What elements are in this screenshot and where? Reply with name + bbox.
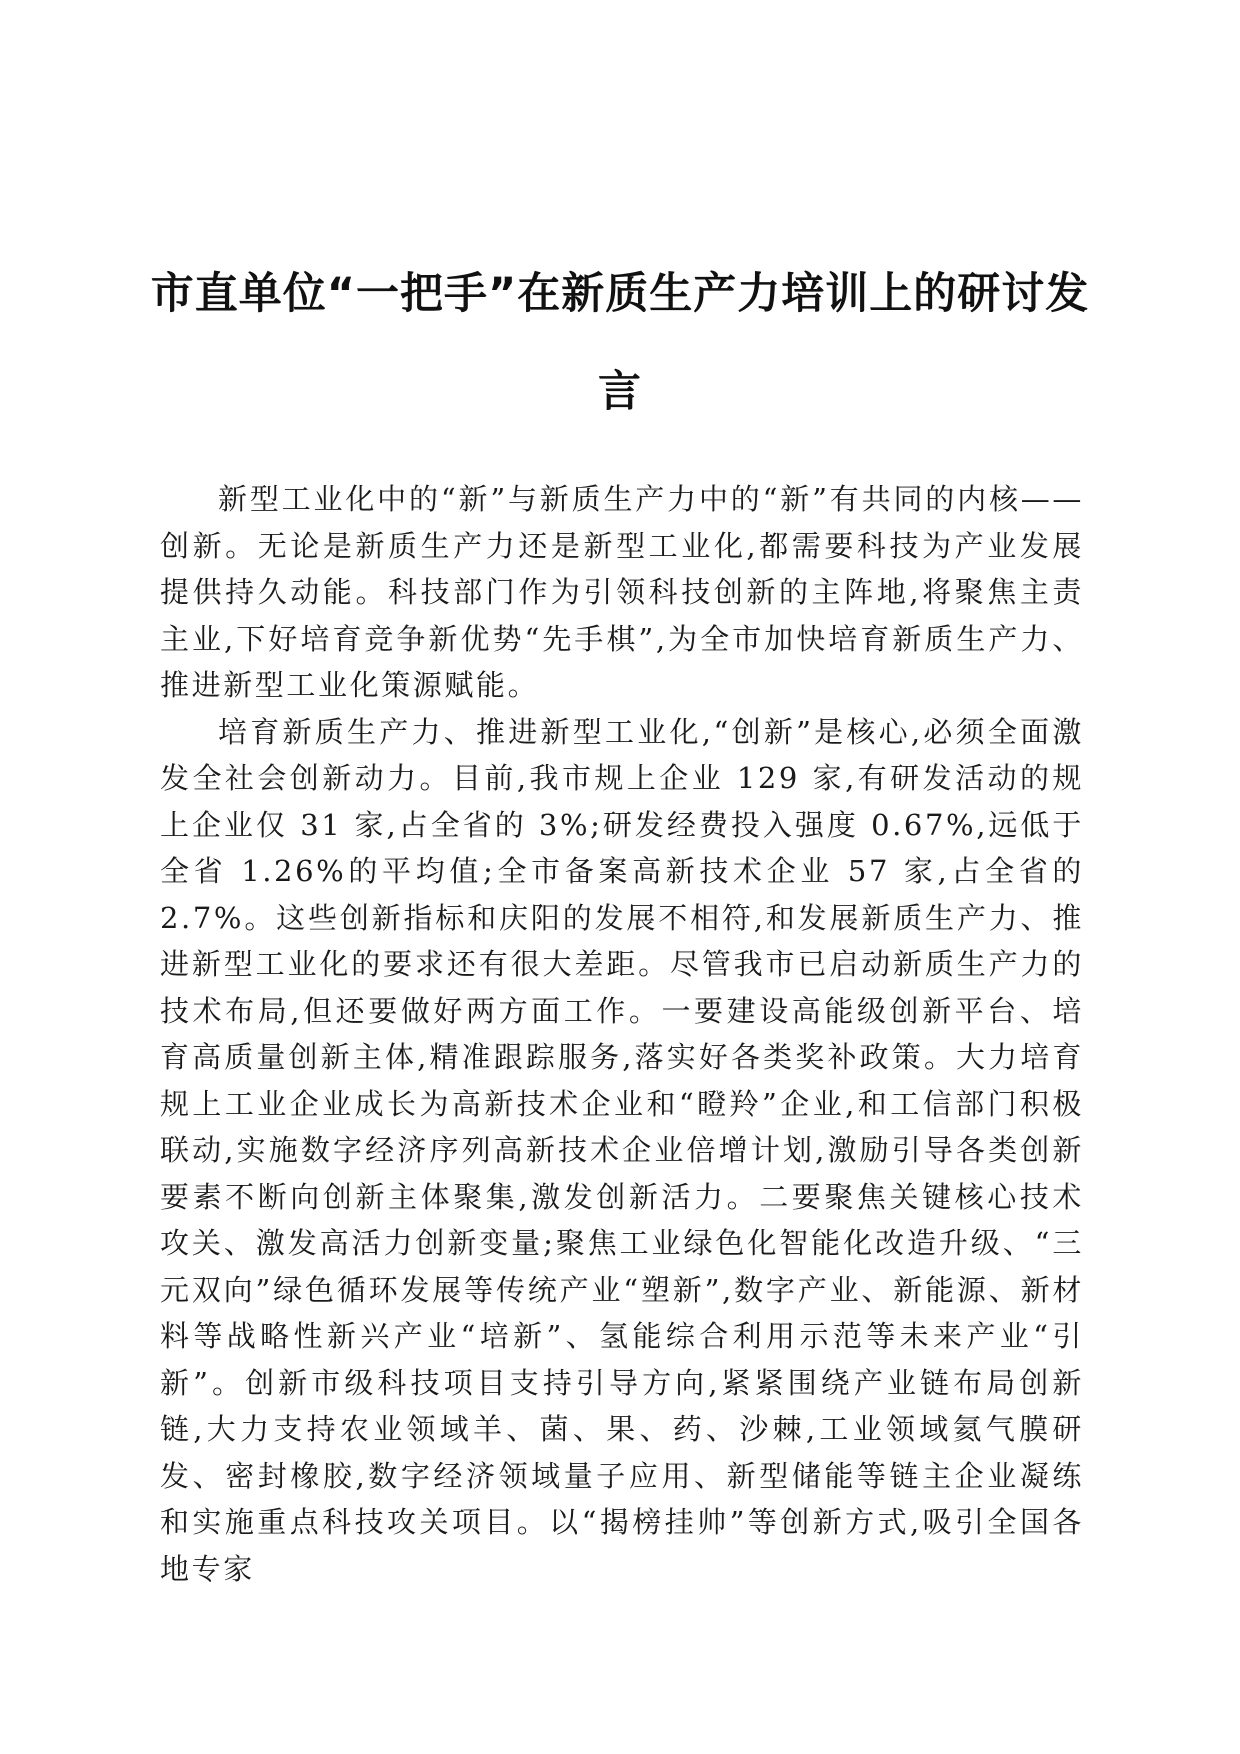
paragraph-2: 培育新质生产力、推进新型工业化,“创新”是核心,必须全面激发全社会创新动力。目前,我市规上企业 129 家,有研发活动的规上企业仅 31 家,占全省的 3%;研发经费投入强度 0.67%,远低于全省 1.26%的平均值;全市备案高新技术企业 57 家,占全省的 2.7%。这些创新指标和庆阳的发展不相符,和发展新质生产力、推进新型工业化的要求还有很大差距。尽管我市已启动新质生产力的技术布局,但还要做好两方面工作。一要建设高能级创新平台、培育高质量创新主体,精准跟踪服务,落实好各类奖补政策。大力培育规上工业企业成长为高新技术企业和“瞪羚”企业,和工信部门积极联动,实施数字经济序列高新技术企业倍增计划,激励引导各类创新要素不断向创新主体聚集,激发创新活力。二要聚焦关键核心技术攻关、激发高活力创新变量;聚焦工业绿色化智能化改造升级、“三元双向”绿色循环发展等传统产业“塑新”,数字产业、新能源、新材料等战略性新兴产业“培新”、氢能综合利用示范等未来产业“引新”。创新市级科技项目支持引导方向,紧紧围绕产业链布局创新链,大力支持农业领域羊、菌、果、药、沙棘,工业领域氦气膜研发、密封橡胶,数字经济领域量子应用、新型储能等链主企业凝练和实施重点科技攻关项目。以“揭榜挂帅”等创新方式,吸引全国各地专家 bbox=[160, 714, 1085, 1586]
document-body bbox=[160, 476, 1084, 1592]
document-title: 市直单位“一把手”在新质生产力培训上的研讨发言 bbox=[150, 269, 1090, 417]
paragraph-1: 新型工业化中的“新”与新质生产力中的“新”有共同的内核——创新。无论是新质生产力还是新型工业化,都需要科技为产业发展提供持久动能。科技部门作为引领科技创新的主阵地,将聚焦主责主业,下好培育竞争新优势“先手棋”,为全市加快培育新质生产力、推进新型工业化策源赋能。 bbox=[160, 482, 1084, 702]
